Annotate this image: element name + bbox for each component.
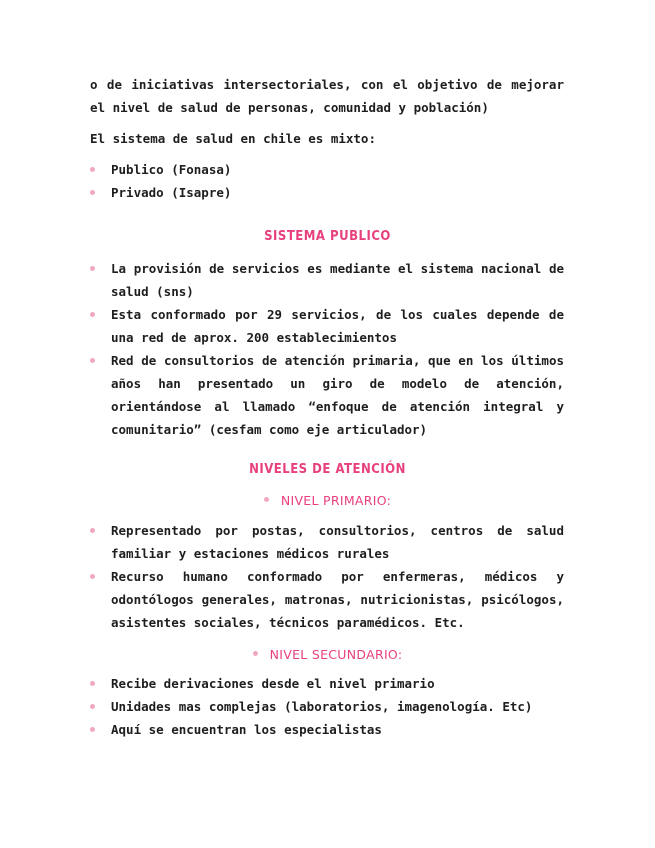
bullet-icon: [253, 651, 258, 656]
niveles-atencion-heading: NIVELES DE ATENCIÓN: [249, 462, 406, 477]
sistema-publico-list: [90, 257, 564, 441]
sistema-publico-heading: SISTEMA PUBLICO: [264, 229, 391, 244]
list-item: Recurso humano conformado por enfermeras, médicos y odontólogos generales, matronas, nutricionistas, psicólogos, asistentes sociales, técnicos paramédicos. Etc.: [90, 565, 564, 634]
mixed-system-statement: El sistema de salud en chile es mixto:: [90, 131, 376, 146]
nivel-secundario-section: [90, 672, 564, 741]
bullet-icon: [90, 681, 95, 686]
bullet-icon: [90, 704, 95, 709]
bullet-icon: [264, 497, 269, 502]
list-item: La provisión de servicios es mediante el sistema nacional de salud (sns): [90, 257, 564, 303]
list-item: Aquí se encuentran los especialistas: [90, 718, 564, 741]
list-item: Recibe derivaciones desde el nivel primario: [90, 672, 564, 695]
bullet-icon: [90, 266, 95, 271]
list-item: Red de consultorios de atención primaria, que en los últimos años han presentado un giro de modelo de atención, orientándose al llamado “enfoque de atención integral y comunitario” (cesfam como eje articulador): [90, 349, 564, 441]
nivel-secundario-heading: NIVEL SECUNDARIO:: [0, 647, 655, 662]
intro-paragraph: o de iniciativas intersectoriales, con el objetivo de mejorar el nivel de salud de personas, comunidad y población): [90, 77, 564, 115]
list-item: Publico (Fonasa): [90, 158, 564, 181]
bullet-icon: [90, 358, 95, 363]
bullet-icon: [90, 167, 95, 172]
bullet-icon: [90, 190, 95, 195]
bullet-icon: [90, 312, 95, 317]
bullet-icon: [90, 528, 95, 533]
nivel-secundario-list: [90, 672, 564, 741]
health-system-type-list: [90, 158, 564, 204]
list-item: Representado por postas, consultorios, centros de salud familiar y estaciones médicos rurales: [90, 519, 564, 565]
list-item: Unidades mas complejas (laboratorios, imagenología. Etc): [90, 695, 564, 718]
sistema-publico-section: [90, 257, 564, 441]
bullet-icon: [90, 574, 95, 579]
nivel-primario-section: [90, 519, 564, 634]
intro-section: [90, 73, 564, 204]
nivel-primario-list: [90, 519, 564, 634]
list-item: Privado (Isapre): [90, 181, 564, 204]
bullet-icon: [90, 727, 95, 732]
nivel-primario-heading: NIVEL PRIMARIO:: [0, 493, 655, 508]
list-item: Esta conformado por 29 servicios, de los cuales depende de una red de aprox. 200 establecimientos: [90, 303, 564, 349]
